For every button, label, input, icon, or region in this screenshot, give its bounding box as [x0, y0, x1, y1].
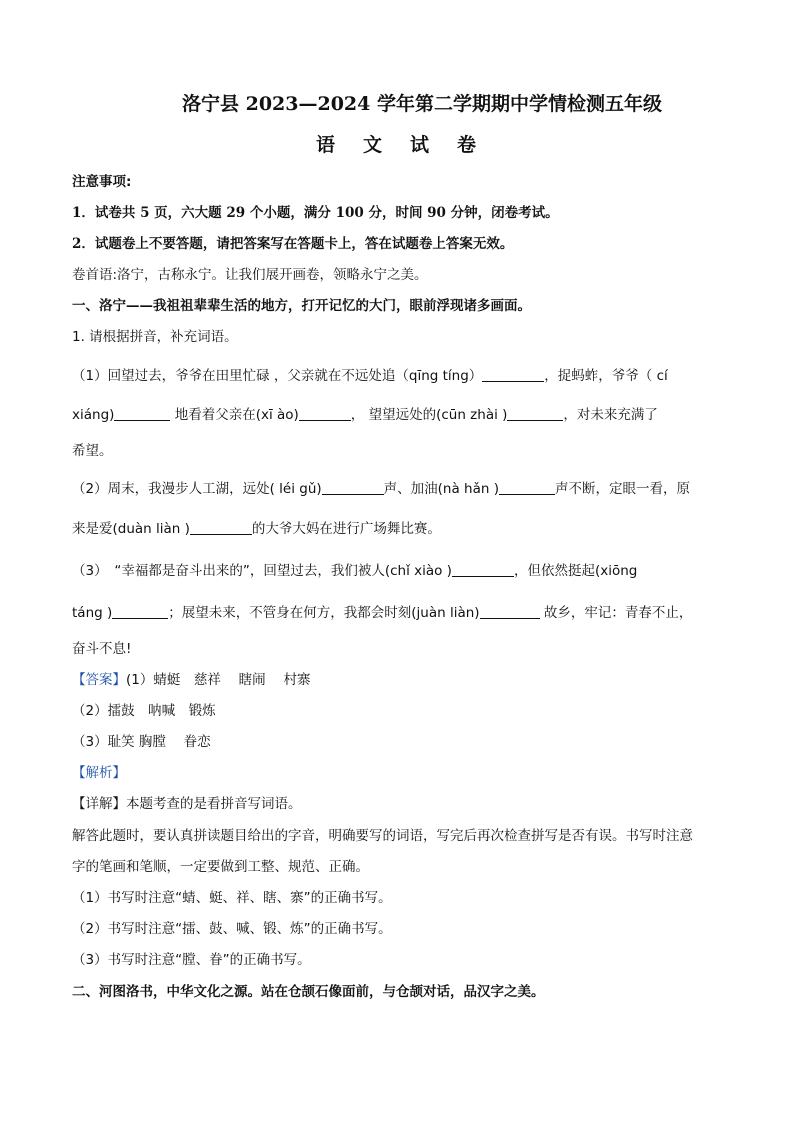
exam-subtitle: 语文试卷 — [315, 134, 504, 156]
answer-line-1 — [72, 670, 310, 690]
section2-heading: 二、河图洛书，中华文化之源。站在仓颉石像面前，与仓颉对话，品汉字之美。 — [72, 984, 545, 1000]
q1-part1-text-a: （1）回望过去，爷爷在田里忙碌 ，父亲就在不远处追（qīng tíng） — [72, 368, 483, 384]
answer-tag: 【答案】 — [72, 672, 126, 688]
detail-text: 本题考查的是看拼音写词语。 — [126, 796, 302, 812]
answer-blank[interactable] — [452, 562, 514, 577]
notes-item-2: 2．试题卷上不要答题，请把答案写在答题卡上，答在试题卷上答案无效。 — [72, 236, 514, 252]
q1-part2-line1 — [72, 479, 690, 499]
answer-text-1: (1）蜻蜓 慈祥 瞎闹 村寨 — [126, 672, 311, 688]
q1-part1-text-b: ，捉蚂蚱，爷爷（ cí — [544, 368, 668, 384]
q1-part1-line2 — [72, 405, 658, 425]
answer-blank[interactable] — [480, 604, 540, 619]
q1-part3-text-a: （3） “幸福都是奋斗出来的”，回望过去，我们被人(chǐ xiào ) — [72, 563, 452, 579]
answer-blank[interactable] — [482, 367, 544, 382]
analysis-tag: 【解析】 — [72, 765, 126, 781]
answer-blank[interactable] — [112, 604, 168, 619]
q1-part3-text-d: ；展望未来，不管身在何方，我都会时刻(juàn liàn) — [168, 605, 480, 621]
section1-heading: 一、洛宁——我祖祖辈辈生活的地方，打开记忆的大门，眼前浮现诸多画面。 — [72, 298, 531, 314]
detail-tag: 【详解】 — [72, 796, 126, 812]
q1-part3-text-f: 奋斗不息! — [72, 641, 132, 657]
q1-part3-line1 — [72, 561, 637, 581]
analysis-line-2: 字的笔画和笔顺，一定要做到工整、规范、正确。 — [72, 859, 369, 875]
q1-part2-text-d: 来是爱(duàn liàn ) — [72, 521, 190, 537]
q1-part3-text-e: 故乡，牢记：青春不止， — [539, 605, 693, 621]
notes-item-1: 1．试卷共 5 页，六大题 29 个小题，满分 100 分，时间 90 分钟，闭卷考试。 — [72, 205, 559, 221]
answer-blank[interactable] — [507, 406, 563, 421]
q1-part2-text-b: 声、加油(nà hǎn ) — [383, 481, 499, 497]
q1-part1-text-d: 地看着父亲在(xī ào) — [170, 407, 299, 423]
answer-blank[interactable] — [114, 406, 170, 421]
q1-part2-line2 — [72, 519, 441, 539]
q1-part3-text-c: táng ) — [72, 605, 113, 621]
q1-part2-text-a: （2）周末，我漫步人工湖，远处( léi gǔ) — [72, 481, 322, 497]
q1-part1-text-c: xiáng) — [72, 407, 115, 423]
exam-title: 洛宁县 2023—2024 学年第二学期期中学情检测五年级 — [182, 93, 662, 115]
answer-text-3: （3）耻笑 胸膛 眷恋 — [72, 734, 211, 750]
answer-blank[interactable] — [299, 406, 351, 421]
intro-text: 卷首语:洛宁，古称永宁。让我们展开画卷，领略永宁之美。 — [72, 267, 428, 283]
q1-part3-line2 — [72, 603, 692, 623]
analysis-note-2: （2）书写时注意“擂、鼓、喊、锻、炼”的正确书写。 — [72, 921, 392, 937]
answer-blank[interactable] — [499, 480, 555, 495]
analysis-note-3: （3）书写时注意“膛、眷”的正确书写。 — [72, 952, 311, 968]
q1-part1-text-g: 希望。 — [72, 443, 113, 459]
analysis-detail — [72, 794, 302, 814]
answer-blank[interactable] — [190, 520, 252, 535]
q1-part1-line1 — [72, 366, 668, 386]
analysis-note-1: （1）书写时注意“蜻、蜓、祥、瞎、寨”的正确书写。 — [72, 890, 392, 906]
q1-part1-text-e: ， 望望远处的(cūn zhài ) — [350, 407, 508, 423]
q1-part2-text-e: 的大爷大妈在进行广场舞比赛。 — [251, 521, 441, 537]
q1-part1-text-f: ，对未来充满了 — [563, 407, 658, 423]
q1-part2-text-c: 声不断，定眼一看，原 — [554, 481, 690, 497]
q1-part3-text-b: ，但依然挺起(xiōng — [513, 563, 638, 579]
question-1-stem: 1. 请根据拼音，补充词语。 — [72, 329, 238, 345]
notes-heading: 注意事项: — [72, 174, 132, 190]
answer-blank[interactable] — [322, 480, 384, 495]
answer-text-2: （2）擂鼓 呐喊 锻炼 — [72, 703, 216, 719]
analysis-line-1: 解答此题时，要认真拼读题目给出的字音，明确要写的词语，写完后再次检查拼写是否有误。书写时注意 — [72, 828, 693, 844]
